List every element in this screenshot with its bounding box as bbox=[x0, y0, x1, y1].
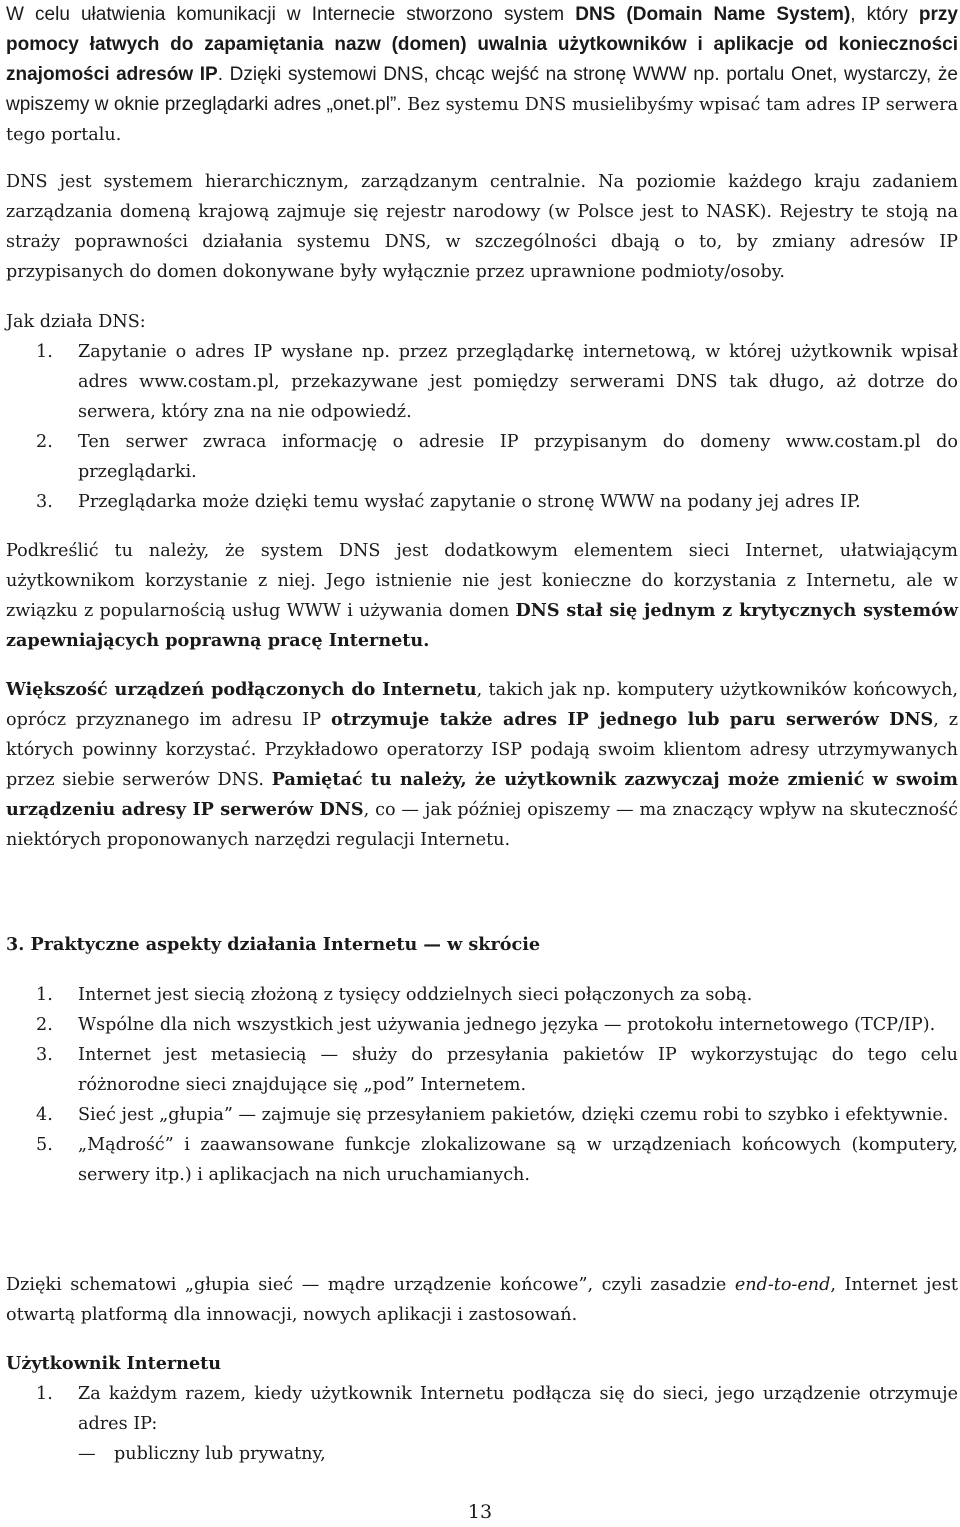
page-number: 13 bbox=[467, 1501, 493, 1523]
list-item bbox=[6, 1379, 958, 1439]
dns-intro-text-4: Bez systemu DNS musielibyśmy wpisać tam adres IP serwera tego portalu. bbox=[6, 95, 959, 145]
dash-list-item-text: publiczny lub prywatny, bbox=[114, 1444, 326, 1464]
list-item bbox=[6, 1100, 958, 1130]
dns-role-paragraph bbox=[6, 536, 958, 656]
list-item-text: Zapytanie o adres IP wysłane np. przez przeglądarkę internetową, w której użytkownik wpisał adres www.costam.pl, przekazywane jest pomiędzy serwerami DNS tak długo, aż dotrze do serwera, który zna na nie odpowiedź. bbox=[78, 342, 958, 422]
dns-intro-bold-1: DNS (Domain Name System) bbox=[575, 4, 851, 25]
dns-servers-text-2: , z których powinny korzystać. Przykładowo operatorzy ISP podają swoim klientom adresy utrzymywanych przez siebie serwerów DNS. bbox=[6, 710, 958, 790]
list-item bbox=[6, 487, 958, 517]
list-item bbox=[6, 1040, 958, 1100]
dns-intro-text-2: , który bbox=[850, 4, 919, 25]
end-to-end-paragraph bbox=[6, 1270, 958, 1330]
dns-servers-paragraph bbox=[6, 675, 958, 855]
dns-intro-paragraph bbox=[6, 0, 958, 150]
list-item-number: 1. bbox=[36, 342, 53, 362]
list-item-number: 2. bbox=[36, 432, 53, 452]
list-item-text: Przeglądarka może dzięki temu wysłać zapytanie o stronę WWW na podany jej adres IP. bbox=[78, 492, 861, 512]
dns-servers-bold-3: Pamiętać tu należy, że użytkownik zazwyczaj może zmienić w swoim urządzeniu adresy IP serwerów DNS bbox=[6, 769, 958, 820]
dns-role-text: Podkreślić tu należy, że system DNS jest dodatkowym elementem sieci Internet, ułatwiającym użytkownikom korzystanie z niej. Jego istnienie nie jest konieczne do korzystania z Internetu, ale w związku z popularnością usług WWW i używania domen bbox=[6, 541, 958, 621]
list-item-text: Internet jest siecią złożoną z tysięcy oddzielnych sieci połączonych za sobą. bbox=[78, 985, 753, 1005]
list-item-number: 5. bbox=[36, 1135, 53, 1155]
list-item-text: Za każdym razem, kiedy użytkownik Internetu podłącza się do sieci, jego urządzenie otrzymuje adres IP: bbox=[78, 1384, 958, 1434]
list-item-text: Ten serwer zwraca informację o adresie IP przypisanym do domeny www.costam.pl do przeglądarki. bbox=[78, 432, 958, 482]
dns-intro-bold-2: przy pomocy łatwych do zapamiętania nazw (domen) uwalnia użytkowników i aplikacje od konieczności znajomości adresów IP bbox=[6, 4, 958, 85]
dash-list-item bbox=[6, 1439, 958, 1469]
how-dns-works-list bbox=[6, 337, 958, 517]
list-item bbox=[6, 427, 958, 487]
list-item-number: 4. bbox=[36, 1105, 53, 1125]
list-item-number: 1. bbox=[36, 1384, 53, 1404]
dns-intro-text-1: W celu ułatwienia komunikacji w Internecie stworzono system bbox=[6, 4, 576, 25]
dns-servers-bold-2: otrzymuje także adres IP jednego lub paru serwerów DNS bbox=[330, 709, 934, 730]
section-3-list bbox=[6, 980, 958, 1190]
dns-role-bold: DNS stał się jednym z krytycznych systemów zapewniających poprawną pracę Internetu. bbox=[6, 600, 958, 651]
user-section-list bbox=[6, 1379, 958, 1469]
list-item bbox=[6, 337, 958, 427]
list-item-number: 3. bbox=[36, 1045, 53, 1065]
dash-bullet: — bbox=[78, 1444, 96, 1464]
section-3-heading: 3. Praktyczne aspekty działania Internetu — w skrócie bbox=[6, 934, 541, 955]
end-to-end-text-2: , Internet jest otwartą platformą dla innowacji, nowych aplikacji i zastosowań. bbox=[6, 1275, 959, 1325]
dns-servers-text-1: , takich jak np. komputery użytkowników końcowych, oprócz przyznanego im adresu IP bbox=[6, 680, 958, 730]
how-dns-works-heading: Jak działa DNS: bbox=[6, 312, 146, 332]
end-to-end-text-1: Dzięki schematowi „głupia sieć — mądre urządzenie końcowe”, czyli zasadzie bbox=[6, 1275, 735, 1295]
end-to-end-italic: end-to-end bbox=[734, 1275, 831, 1295]
dns-servers-text-3: , co — jak później opiszemy — ma znaczący wpływ na skuteczność niektórych proponowanych narzędzi regulacji Internetu. bbox=[6, 800, 959, 850]
dns-hierarchy-paragraph: DNS jest systemem hierarchicznym, zarządzanym centralnie. Na poziomie każdego kraju zadaniem zarządzania domeną krajową zajmuje się rejestr narodowy (w Polsce jest to NASK). Rejestry te stoją na straży poprawności działania systemu DNS, w szczególności dbają o to, by zmiany adresów IP przypisanych do domen dokonywane były wyłącznie przez uprawnione podmioty/osoby. bbox=[6, 172, 958, 282]
list-item bbox=[6, 980, 958, 1010]
list-item bbox=[6, 1010, 958, 1040]
user-section-heading: Użytkownik Internetu bbox=[6, 1353, 222, 1374]
list-item-number: 2. bbox=[36, 1015, 53, 1035]
dns-servers-bold-1: Większość urządzeń podłączonych do Internetu bbox=[6, 679, 477, 700]
list-item-text: Wspólne dla nich wszystkich jest używania jednego języka — protokołu internetowego (TCP/IP). bbox=[78, 1015, 936, 1035]
list-item-text: „Mądrość” i zaawansowane funkcje zlokalizowane są w urządzeniach końcowych (komputery, serwery itp.) i aplikacjach na nich uruchamianych. bbox=[78, 1135, 958, 1185]
list-item bbox=[6, 1130, 958, 1190]
list-item-number: 1. bbox=[36, 985, 53, 1005]
list-item-text: Sieć jest „głupia” — zajmuje się przesyłaniem pakietów, dzięki czemu robi to szybko i efektywnie. bbox=[78, 1105, 949, 1125]
list-item-text: Internet jest metasiecią — służy do przesyłania pakietów IP wykorzystując do tego celu różnorodne sieci znajdujące się „pod” Internetem. bbox=[78, 1045, 958, 1095]
dns-intro-text-3: . Dzięki systemowi DNS, chcąc wejść na stronę WWW np. portalu Onet, wystarczy, że wpiszemy w oknie przeglądarki adres „onet.pl”. bbox=[6, 64, 958, 115]
list-item-number: 3. bbox=[36, 492, 53, 512]
